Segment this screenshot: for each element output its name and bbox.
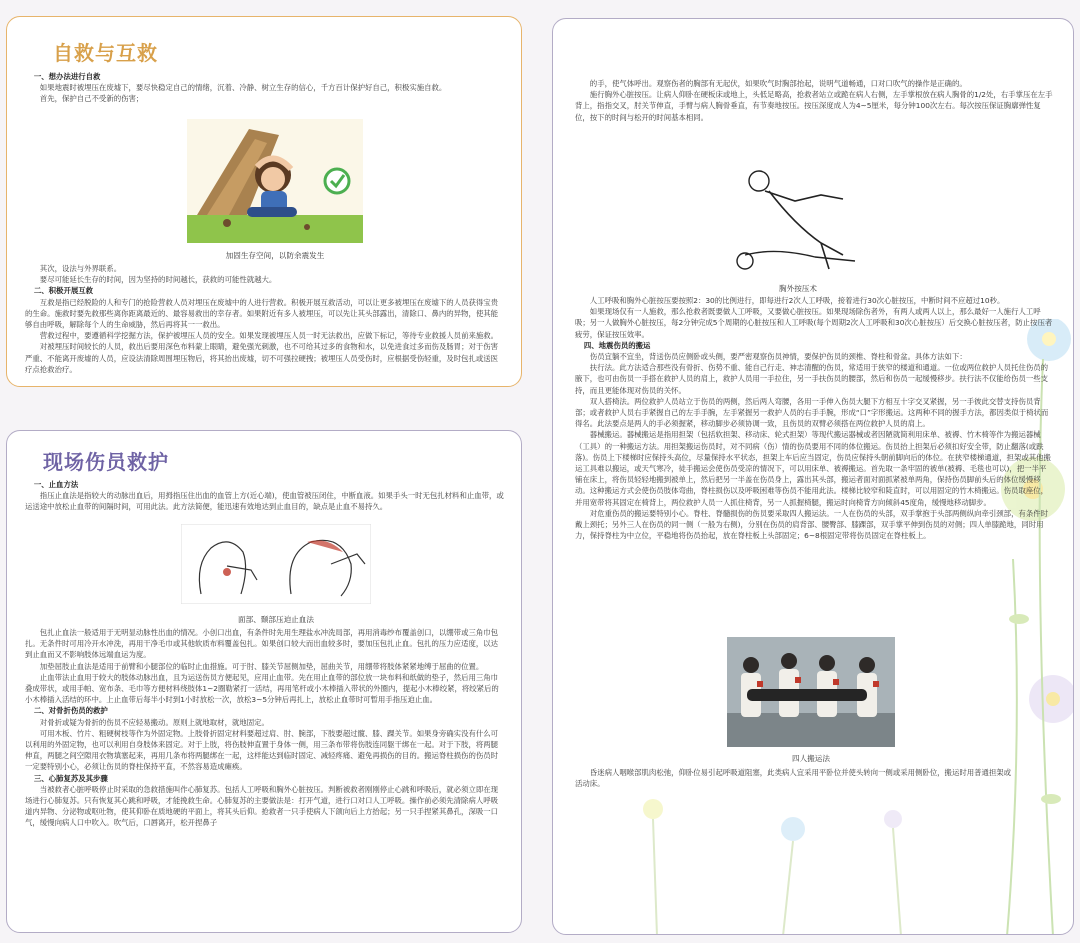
page-title: 现场伤员救护 [43,450,169,474]
text-block-bottom [25,263,505,375]
paragraph: 昏迷病人咽喉部肌肉松弛，仰卧位易引起呼吸道阻塞，此类病人宜采用平卧位并使头转向一侧或采用侧卧位，搬运时用普通担架或活动床。 [575,768,1012,789]
paragraph: 止血带法止血用于较大的肢体动脉出血，且为运送伤员方便起见，应用止血带。先在用止血带的部位放一块布料和纸做的垫子，然后用三角巾叠成带状，或用手帕、宽布条、毛巾等方便材料绕肢体1~2圈勒紧打一活结，再用笔杆或小木棒插入带状的外圈内，提起小木棒绞紧，将绞紧后的小木棒插入活结的环中。上止血带后每半小时到1小时放松一次，放松3~5分钟后再扎上，放松止血带时可暂用手指压迫止血。 [25,672,499,705]
paragraph: 对骨折或疑为骨折的伤员不应轻易搬动。原则上就地取材，就地固定。 [39,717,269,727]
section-heading: 二、积极开展互救 [33,286,94,296]
pressure-point-illustration [181,524,371,604]
paragraph: 伤员宜躺不宜坐，背送伤员应侧卧或头侧，要严密观察伤员神情，要保护伤员的颈椎、脊柱和骨盆。具体方法如下： [589,352,967,362]
page-cpr-and-transport [552,18,1074,935]
shelter-illustration [187,119,363,243]
paragraph: 对危重伤员的搬运要特别小心。脊柱、脊髓损伤的伤员要采取四人搬运法。一人在伤员的头部，双手掌抱于头部两侧纵向牵引颈部，有条件时戴上颈托；另外三人在伤员的同一侧（一般为右侧)，分别在伤员的肩背部、腰臀部、膝踝部，双手掌平伸到伤员的对侧；四人单膝跪地，同时用力，保持脊柱为中立位，平稳地将伤员抬起，放在脊柱板上头部固定；6~8根固定带将伤员固定在脊柱板上。 [575,508,1049,541]
text-block-bottom [575,767,1015,789]
paragraph: 可用木板、竹片、粗硬树枝等作为外固定物。上肢骨折固定材料要超过肩、肘、腕部，下肢要超过髋、膝、踝关节。如果身旁确实没有什么可以利用的外固定物，也可以利用自身肢体来固定。对于上肢，将伤肢伸直置于身体一侧，用三条布带将伤肢连同躯干绑在一起。对于下肢，将两腿伸直，两腿之间空隙用衣物填塞起来，再用几条布将两腿绑在一起，这样能达到临时固定、减轻疼痛、避免再损伤的目的。搬运脊柱损伤的伤员时一定要特别小心，必须让伤员的脊柱保持平直，不然容易造成瘫痪。 [25,728,499,772]
rescuer-body [769,191,843,255]
section-heading: 四、地震伤员的搬运 [583,340,651,350]
rescuer-head [749,171,769,191]
text-block-middle [575,295,1053,541]
paragraph: 施行胸外心脏按压。让病人仰卧在硬板床或地上，头低足略高，抢救者站立或跪在病人右侧，左手掌根放在病人胸骨的1/2处，右手掌压在左手背上，指指交叉，肘关节伸直，手臂与病人胸骨垂直，有节奏地按压。按压深度成人为4~5厘米，每分钟100次左右。每次按压保证胸廓弹性复位，按下的时间与松开的时间基本相同。 [575,90,1053,122]
paragraph: 包扎止血法一般适用于无明显动脉性出血的情况。小创口出血，有条件时先用生理盐水冲洗局部，再用消毒纱布覆盖创口，以绷带或三角巾包扎。无条件时可用冷开水冲洗，再用干净毛巾或其他软质布料覆盖包扎。如果创口较大而出血较多时，要加压包扎止血。包扎的压力应适度，以达到止血而又不影响肢体远端血运为度。 [25,628,499,660]
paragraph: 器械搬运。器械搬运是指用担架（包括软担架、移动床、轮式担架）等现代搬运器械或者因陋就简利用床单、被褥、竹木椅等作为搬运器械（工具）的一种搬运方法。用担架搬运伤员时，对不同病（伤）情的伤员要用不同的体位搬运。伤员抬上担架后必须扣好安全带，防止翻落(或跌落)。伤员上下楼梯时应保持头高位，尽量保持水平状态，担架上车后应当固定，伤员应保持头朝前脚向后的体位。在狭窄楼梯通道，担架或其他搬运工具难以搬运，或天气寒冷，徒手搬运会使伤员受凉的情况下，可以用床单、被褥搬运。首先取一条牢固的被单(被褥、毛毯也可以)，把一半平铺在床上，将伤员轻轻地搬到被单上，然后把另一半盖在伤员身上，露出其头部，搬运者面对面抓紧被单两角，保持伤员脚前头后的体位缓慢移动。这种搬运方式会使伤员肢体弯曲，脊柱损伤以及呼吸困难等伤员不能用此法。楼梯比较窄和陡直时，可以用固定的竹木椅搬运。伤员取座位，并用宽带将其固定在椅背上，两位救护人员一人抓住椅背，另一人抓握椅腿，搬运时向椅背方向倾斜45度角，缓慢地移动脚步。 [575,430,1051,507]
check-icon [325,169,349,193]
paragraph: 双人搭椅法。两位救护人员站立于伤员的两侧，然后两人弯腰，各用一手伸入伤员大腿下方相互十字交叉紧握，另一手彼此交替支持伤员背部；或者救护人员右手紧握自己的左手手腕，左手紧握另一救护人员的右手手腕，形成“口”字形搬运。这两种不同的握手方法，都因类似于椅状而得名。此法要点是两人的手必须握紧，移动脚步必须协调一致，且伤员的双臂必须搭在两位救护人员的肩上。 [575,396,1049,429]
four-person-carry-photo [727,637,895,747]
page-self-rescue [6,16,522,387]
grass-ground [187,215,363,243]
paragraph: 指压止血法是指较大的动脉出血后，用拇指压住出血的血管上方(近心端)，使血管被压闭住，中断血液。如果手头一时无包扎材料和止血带，或运送途中放松止血带的间隔时间，可用此法。此方法简便，能迅速有效地达到止血目的，缺点是止血不易持久。 [25,491,504,512]
chest-compression-illustration [735,165,861,273]
paragraph: 互救是指已经脱险的人和专门的抢险营救人员对埋压在废墟中的人进行营救。积极开展互救活动，可以让更多被埋压在废墟下的人员获得宝贵的生命。施救时要先救那些离你距离最近的、最容易救出的幸存者。如果附近有多人被埋压，可以先让其头部露出，清除口、鼻内的异物，使其能够自由呼吸，解除每个人的生命威胁，然后再将其一一救出。 [25,297,499,330]
illustration-caption-cpr: 胸外按压术 [779,284,817,293]
paragraph: 人工呼吸和胸外心脏按压要按照2：30的比例进行，即每进行2次人工呼吸，接着进行30次心脏按压，中断时间不应超过10秒。 [589,296,1005,305]
legs [247,207,297,217]
text-block-top [25,71,505,105]
section-heading: 三、心肺复苏及其步骤 [33,773,108,783]
patient-head [737,253,753,269]
text-block-top [575,78,1053,123]
paragraph: 营救过程中，要遵循科学挖掘方法，保护被埋压人员的安全。如果发现被埋压人员一时无法救出，应做下标记，等待专业救援人员前来施救。 [39,331,499,341]
paragraph: 扶行法。此方法适合那些没有骨折、伤势不重、能自己行走、神志清醒的伤员，常适用于狭窄的楼道和通道。一位或两位救护人员托住伤员的腋下，也可由伤员一手搭在救护人员的肩上，救护人员用一手拉住，另一手扶伤员的腰部，然后和伤员一起缓慢移步。扶行法不仅能给伤员一些支持，而且更能体现对伤员的关怀。 [575,363,1049,395]
text-block-top [25,479,505,513]
bottom-flower-decoration [633,779,933,935]
section-heading: 一、想办法进行自救 [33,72,101,81]
page-field-first-aid [6,430,522,933]
face [261,167,285,191]
pressure-point-face [223,568,231,576]
section-heading: 一、止血方法 [33,480,79,489]
page-title: 自救与互救 [53,41,158,65]
paragraph: 加垫屈肢止血法是适用于前臂和小腿部位的临时止血措施。可于肘、膝关节屈侧加垫，屈曲关节，用绷带将肢体紧紧地缚于屈曲的位置。 [39,661,484,671]
paragraph: 对被埋压时间较长的人员，救出后要用深色布料蒙上眼睛，避免强光刺激，也不可给其过多的食物和水，以免进食过多而伤及肠胃；对于伤害严重、不能离开废墟的人员，应设法清除周围埋压物后，将其抬出废墟，切不可强拉硬拽；被埋压人员受伤时，应根据受伤轻重，及时包扎或送医疗点抢救治疗。 [25,342,499,374]
text-block-bottom [25,627,505,829]
paragraph: 的手，使气体呼出。观察伤者的胸部有无起伏，如果吹气时胸部抬起，说明气道畅通，口对口吹气的操作是正确的。 [589,79,967,88]
paragraph: 首先，保护自己不受新的伤害； [39,94,144,104]
paragraph: 如果现场仅有一人施救，那么抢救者既要做人工呼吸，又要做心脏按压。如果现场除伤者外，有两人或两人以上，那么最好一人施行人工呼吸；另一人做胸外心脏按压，每2分钟完成5个周期的心脏按压和人工呼吸(每个周期2次人工呼吸和30次心脏按压）后交换心脏按压者，防止按压者疲劳，保证按压效率。 [575,307,1053,339]
paragraph: 如果地震时被埋压在废墟下，要尽快稳定自己的情绪，沉着、冷静、树立生存的信心，千方百计保护好自己，积极实施自救。 [39,83,447,93]
paragraph: 当被救者心脏呼吸停止时采取的急救措施叫作心肺复苏。包括人工呼吸和胸外心脏按压。判断被救者刚刚停止心跳和呼吸后，就必须立即在现场进行心肺复苏。只有恢复其心跳和呼吸，才能挽救生命。心肺复苏的主要做法是：打开气道，进行口对口人工呼吸。操作前必须先清除病人呼吸道内异物、分泌物或呕吐物，使其仰卧在质地硬的平面上，将其头后仰。抢救者一只手使病人下颌向后上方抬起；另一只手捏紧其鼻孔，深吸一口气，缓慢向病人口中吹入。吹气后，口唇离开，松开捏鼻子 [25,784,499,828]
illustration-caption-carry: 四人搬运法 [792,754,830,763]
paragraph: 要尽可能延长生存的时间，因为坚持的时间越长，获救的可能性就越大。 [39,275,277,285]
illustration-caption: 面部、颞部压迫止血法 [238,615,314,624]
patient-lying [747,689,867,701]
paragraph: 其次，设法与外界联系。 [39,264,122,273]
section-heading: 二、对骨折伤员的救护 [33,706,108,716]
illustration-caption: 加固生存空间，以防余震发生 [225,251,325,260]
